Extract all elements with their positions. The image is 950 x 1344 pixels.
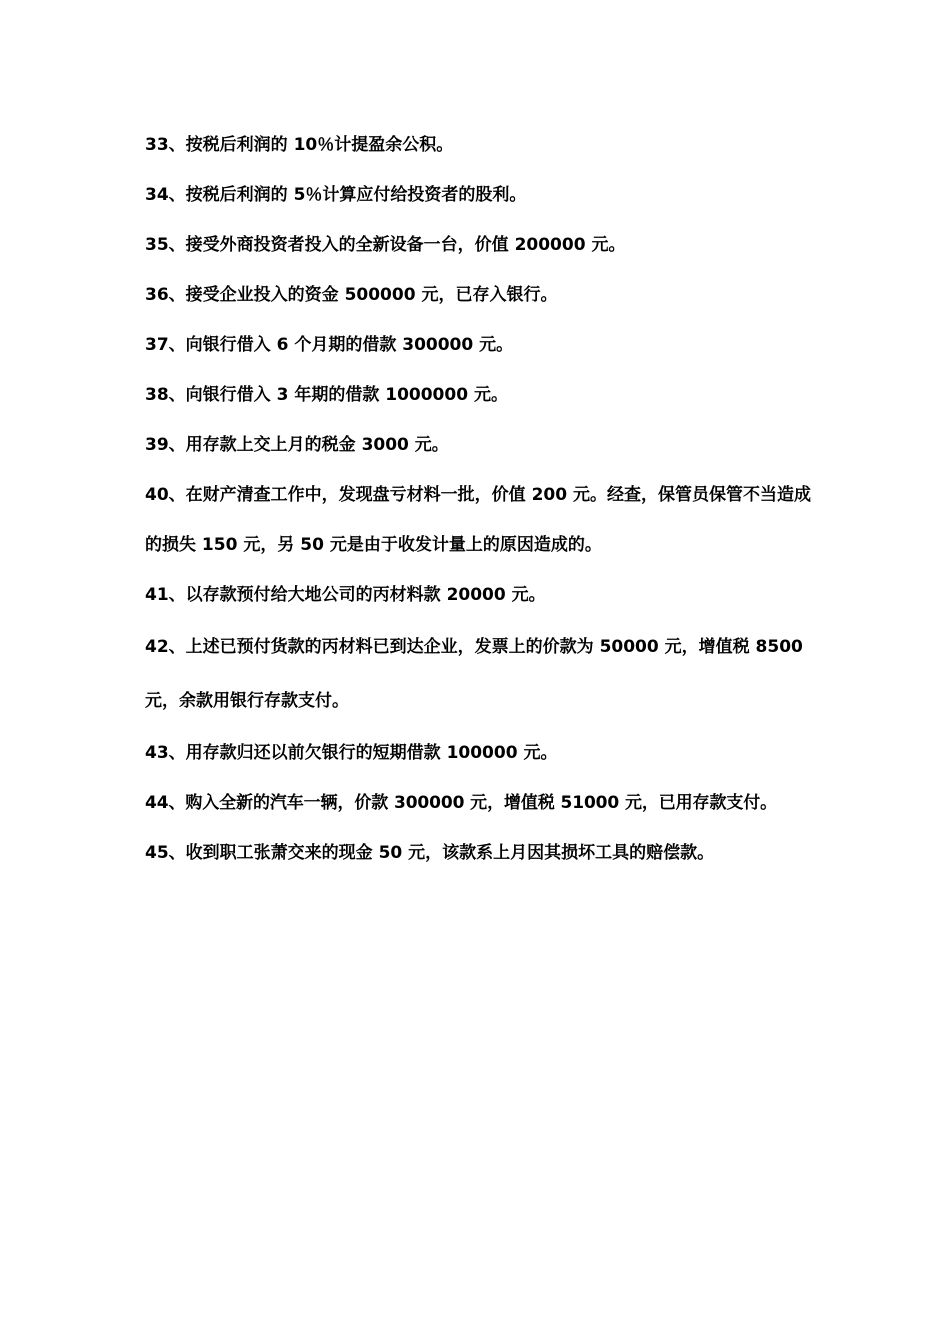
exercise-item-36: 36、接受企业投入的资金 500000 元，已存入银行。 <box>145 285 558 305</box>
exercise-item-44: 44、购入全新的汽车一辆，价款 300000 元，增值税 51000 元，已用存款支付。 <box>145 793 778 813</box>
exercise-item-43: 43、用存款归还以前欠银行的短期借款 100000 元。 <box>145 743 558 763</box>
exercise-item-39: 39、用存款上交上月的税金 3000 元。 <box>145 435 449 455</box>
exercise-list <box>145 120 815 878</box>
exercise-item-38: 38、向银行借入 3 年期的借款 1000000 元。 <box>145 385 508 405</box>
exercise-item-41: 41、以存款预付给大地公司的丙材料款 20000 元。 <box>145 585 546 605</box>
exercise-item-37: 37、向银行借入 6 个月期的借款 300000 元。 <box>145 335 514 355</box>
exercise-item-34: 34、按税后利润的 5％计算应付给投资者的股利。 <box>145 185 527 205</box>
exercise-item-40: 40、在财产清查工作中，发现盘亏材料一批，价值 200 元。经查，保管员保管不当造成的损失 150 元，另 50 元是由于收发计量上的原因造成的。 <box>145 485 811 555</box>
exercise-item-33: 33、按税后利润的 10％计提盈余公积。 <box>145 135 454 155</box>
exercise-item-42: 42、上述已预付货款的丙材料已到达企业，发票上的价款为 50000 元，增值税 8500 元，余款用银行存款支付。 <box>145 637 803 711</box>
exercise-item-45: 45、收到职工张萧交来的现金 50 元，该款系上月因其损坏工具的赔偿款。 <box>145 843 715 863</box>
exercise-item-35: 35、接受外商投资者投入的全新设备一台，价值 200000 元。 <box>145 235 626 255</box>
